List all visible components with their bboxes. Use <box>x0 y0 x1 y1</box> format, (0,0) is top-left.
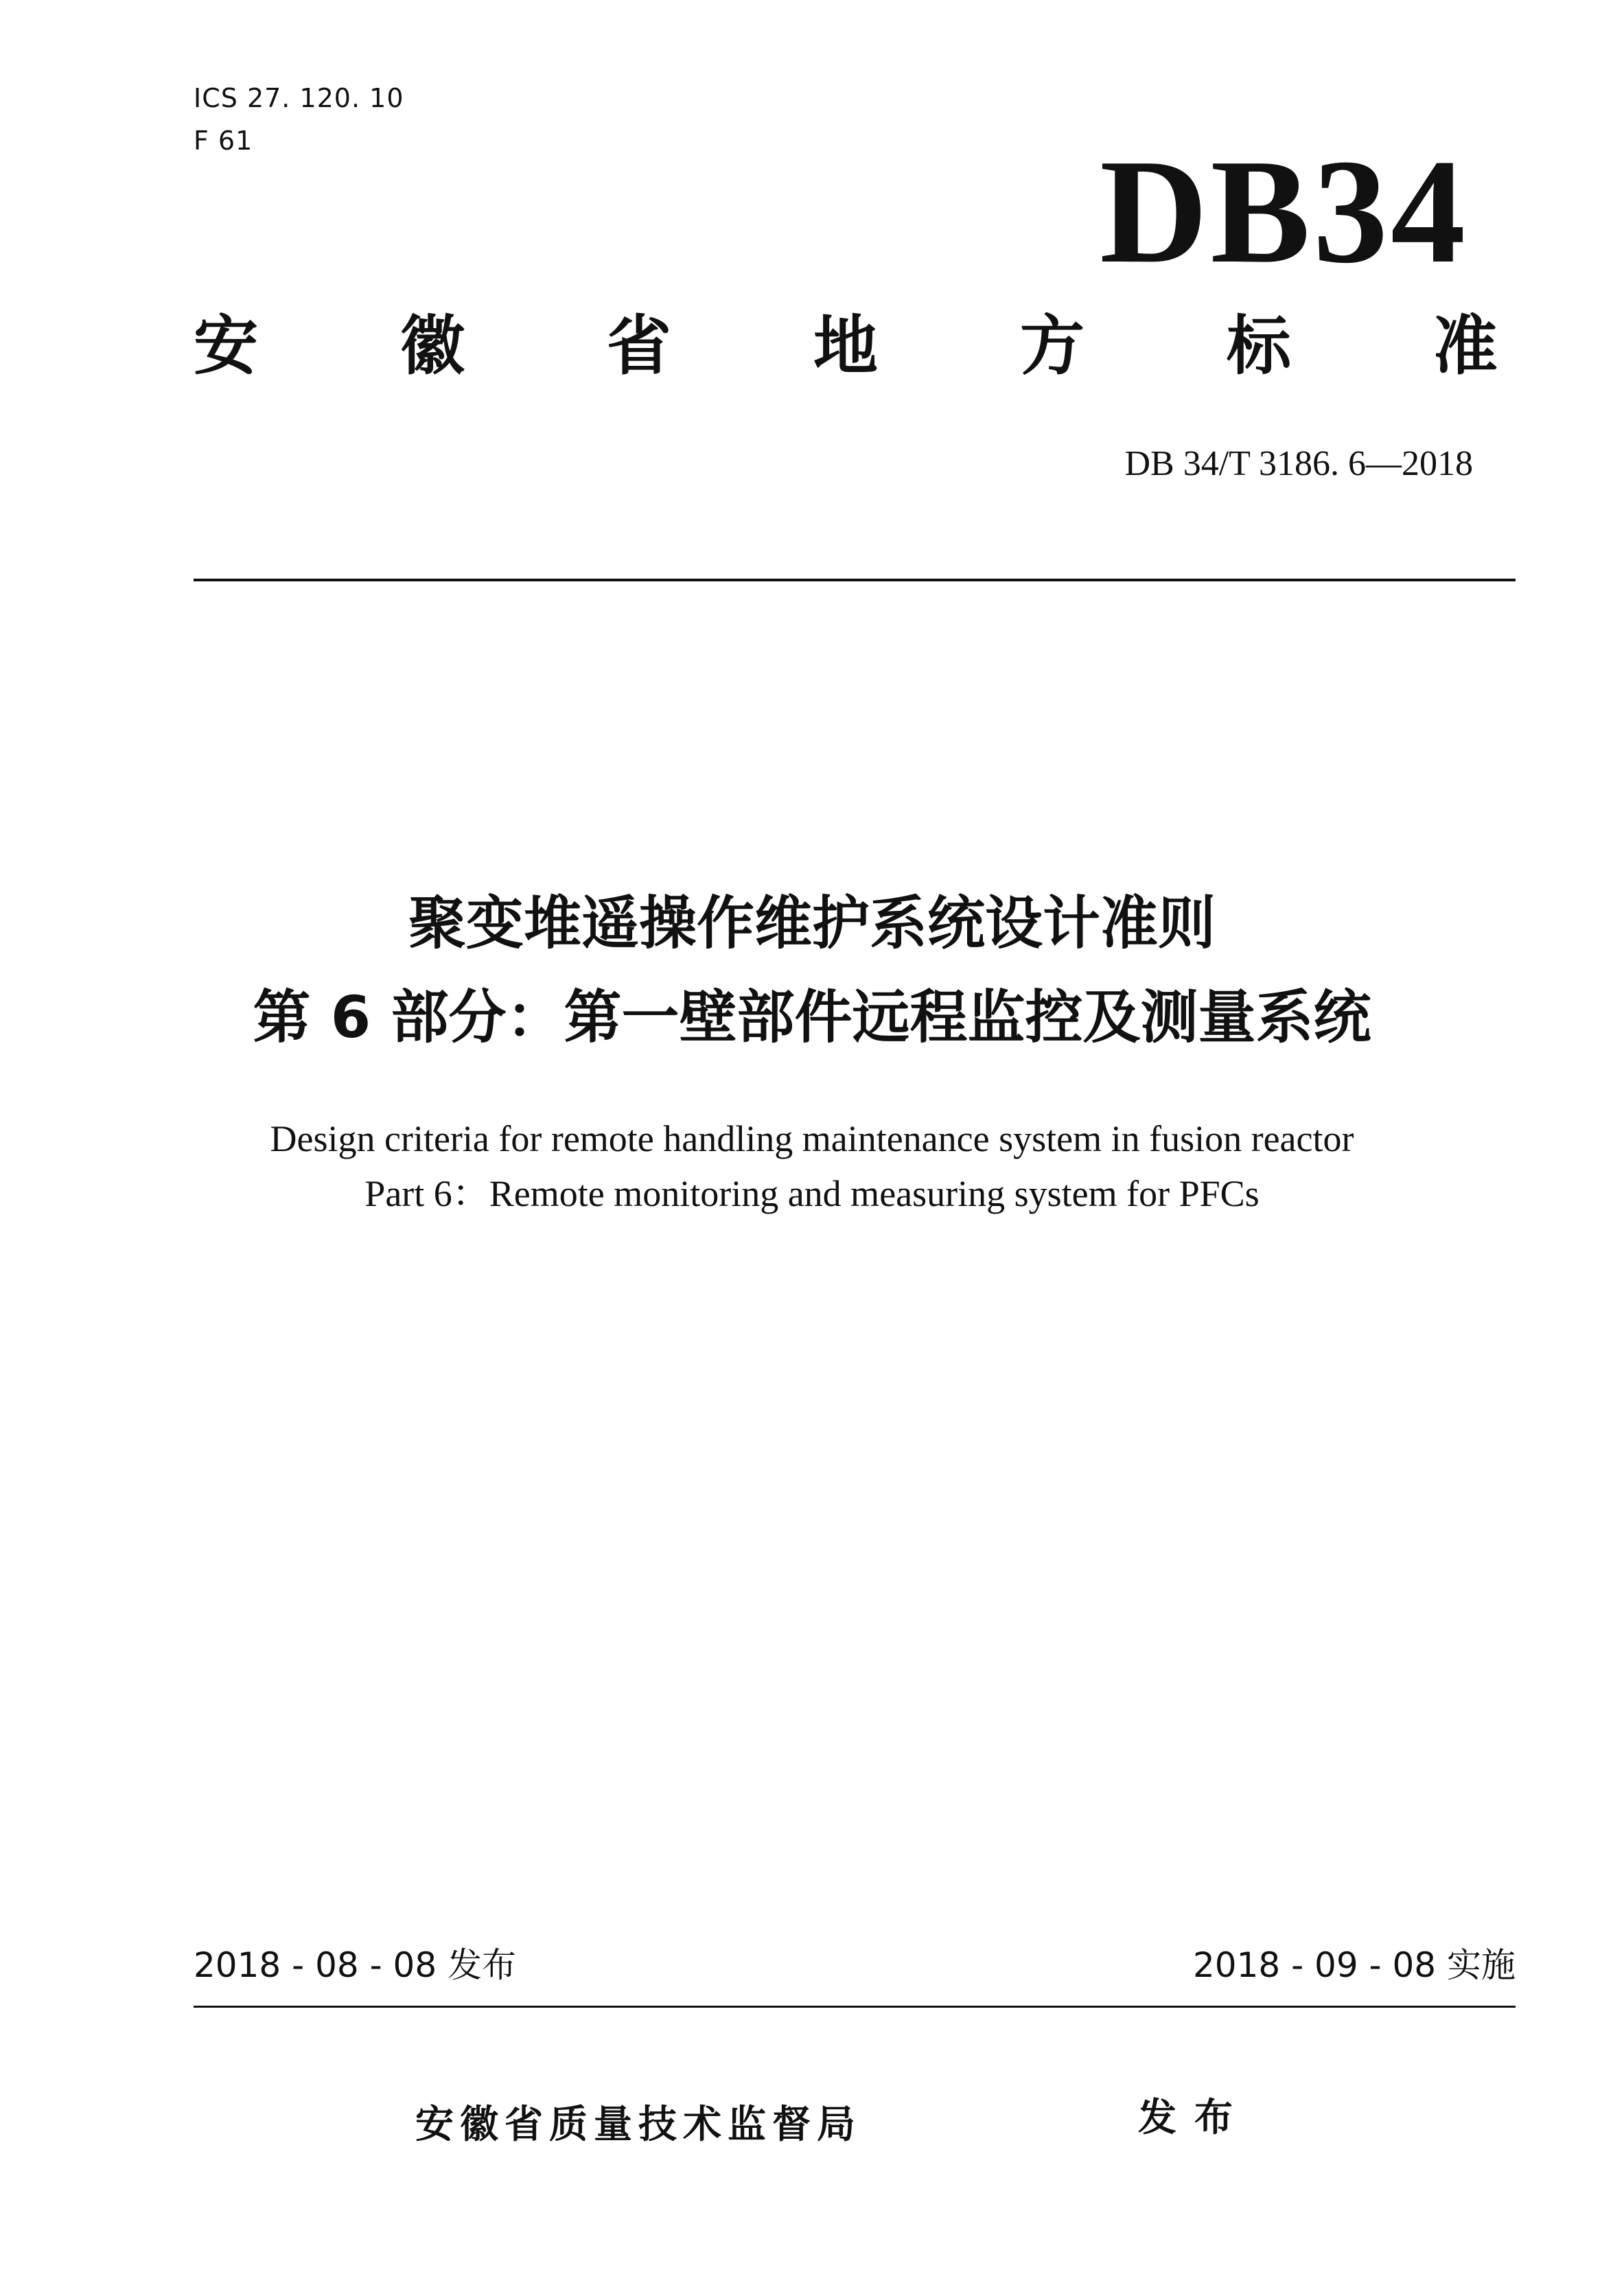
title-english-line-1: Design criteria for remote handling maintenance system in fusion reactor <box>270 1118 1354 1159</box>
title-chinese-line-1: 聚变堆遥操作维护系统设计准则 <box>408 890 1216 957</box>
ics-code: ICS 27. 120. 10 <box>194 83 404 113</box>
footer-divider <box>194 2006 1516 2008</box>
issue-date: 2018 - 08 - 08 发布 <box>194 1945 517 1985</box>
issued-label: 发布 <box>1138 2096 1251 2140</box>
level-title-char: 准 <box>1432 309 1498 384</box>
level-title-char: 徽 <box>399 309 465 384</box>
title-chinese-line-2: 第 6 部分：第一壁部件远程监控及测量系统 <box>253 984 1371 1051</box>
level-title-char: 标 <box>1226 309 1291 384</box>
level-title-char: 地 <box>813 309 878 384</box>
effective-date: 2018 - 09 - 08 实施 <box>1192 1945 1516 1985</box>
level-title-char: 安 <box>194 309 259 384</box>
title-english-line-2: Part 6：Remote monitoring and measuring system for PFCs <box>364 1173 1260 1214</box>
issuing-authority: 安徽省质量技术监督局 <box>415 2102 861 2147</box>
header-divider <box>194 579 1516 581</box>
level-title-char: 省 <box>606 309 671 384</box>
standard-number: DB 34/T 3186. 6—2018 <box>1124 444 1473 483</box>
classification-code: F 61 <box>194 126 253 156</box>
standard-level-title <box>194 309 1498 384</box>
level-title-char: 方 <box>1019 309 1084 384</box>
standard-mark: DB34 <box>1100 129 1468 294</box>
